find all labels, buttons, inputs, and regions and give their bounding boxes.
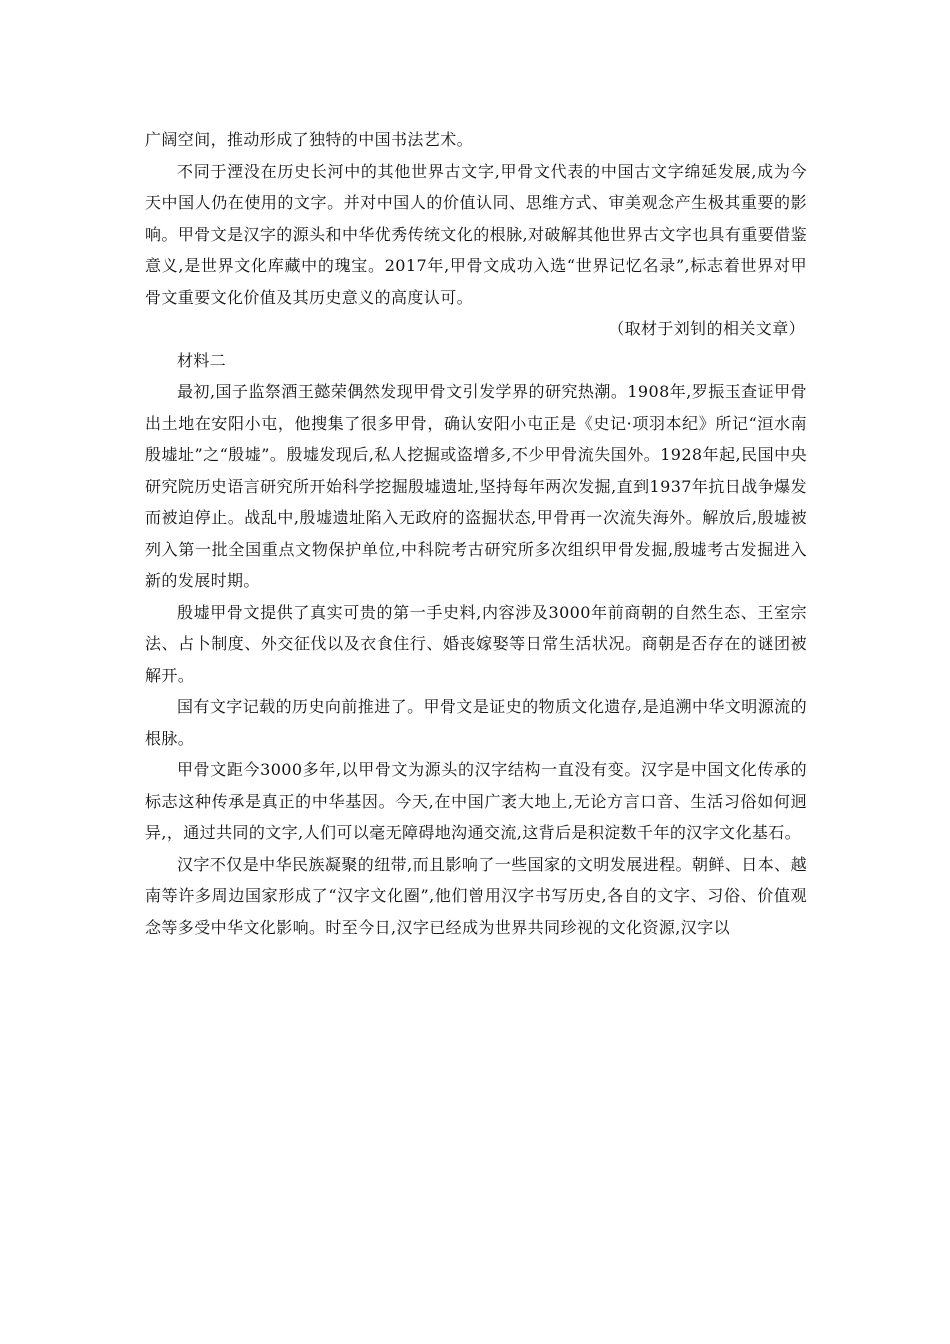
paragraph-historical-materials: 殷墟甲骨文提供了真实可贵的第一手史料,内容涉及3000年前商朝的自然生态、王室宗法、占卜制度、外交征伐以及衣食住行、婚丧嫁娶等日常生活状况。商朝是否存在的谜团被解开。 (145, 602, 807, 685)
paragraph-character-continuity: 甲骨文距今3000多年,以甲骨文为源头的汉字结构一直没有变。汉字是中国文化传承的标志这种传承是真正的中华基因。今天,在中国广袤大地上,无论方言口音、生活习俗如何迥异,，通过共同的文字,人们可以毫无障碍地沟通交流,这背后是积淀数千年的汉字文化基石。 (145, 760, 807, 842)
paragraph-history-advanced: 国有文字记载的历史向前推进了。甲骨文是证史的物质文化遗存,是追溯中华文明源流的根脉。 (145, 697, 807, 748)
paragraph-oracle-bone-significance: 不同于湮没在历史长河中的其他世界古文字,甲骨文代表的中国古文字绵延发展,成为今天中国人仍在使用的文字。并对中国人的价值认同、思维方式、审美观念产生极其重要的影响。甲骨文是汉字的源头和中华优秀传统文化的根脉,对破解其他世界古文字也具有重要借鉴意义,是世界文化库藏中的瑰宝。2017年,甲骨文成功入选“世界记忆名录”,标志着世界对甲骨文重要文化价值及其历史意义的高度认可。 (145, 161, 807, 307)
article-body (145, 124, 807, 943)
source-citation: （取材于刘钊的相关文章） (608, 319, 805, 338)
paragraph-discovery-history: 最初,国子监祭酒王懿荣偶然发现甲骨文引发学界的研究热潮。1908年,罗振玉查证甲骨出土地在安阳小屯，他搜集了很多甲骨，确认安阳小屯正是《史记·项羽本纪》所记“洹水南殷墟址”之“殷墟”。殷墟发现后,私人挖掘或盗增多,不少甲骨流失国外。1928年起,民国中央研究院历史语言研究所开始科学挖掘殷墟遗址,坚持每年两次发掘,直到1937年抗日战争爆发而被迫停止。战乱中,殷墟遗址陷入无政府的盗掘状态,甲骨再一次流失海外。解放后,殷墟被列入第一批全国重点文物保护单位,中科院考古研究所多次组织甲骨发掘,殷墟考古发掘进入新的发展时期。 (145, 382, 807, 590)
paragraph-continuation: 广阔空间，推动形成了独特的中国书法艺术。 (145, 130, 474, 149)
material-heading: 材料二 (177, 350, 227, 370)
paragraph-cultural-influence: 汉字不仅是中华民族凝聚的纽带,而且影响了一些国家的文明发展进程。朝鲜、日本、越南等许多周边国家形成了“汉字文化圈”,他们曾用汉字书写历史,各自的文字、习俗、价值观念等多受中华文化影响。时至今日,汉字已经成为世界共同珍视的文化资源,汉字以 (145, 854, 807, 937)
